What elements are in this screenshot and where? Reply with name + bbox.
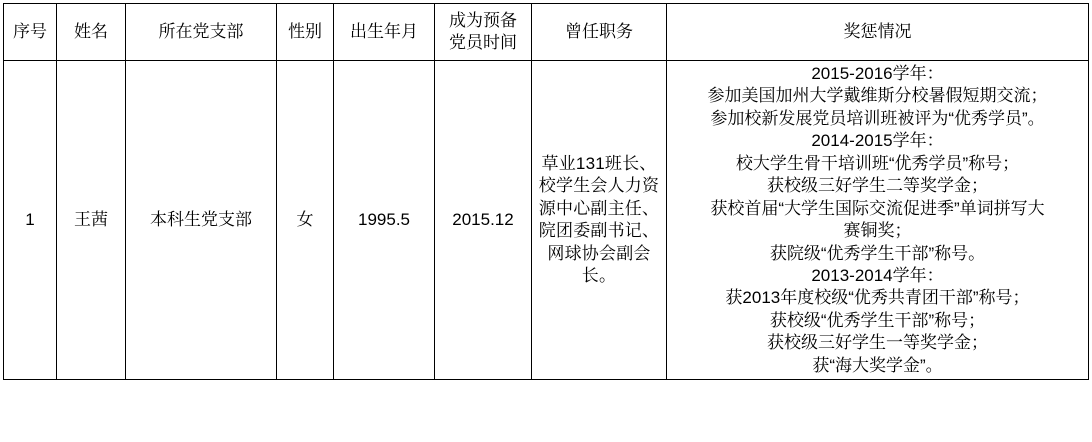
award-line: 赛铜奖； [843,221,912,241]
award-line: 获校级三好学生二等奖学金； [767,176,988,196]
column-header-former-positions: 曾任职务 [532,4,667,61]
awards-list [671,63,1084,377]
award-line: 获校级“优秀学生干部”称号； [769,310,986,330]
column-header-seq: 序号 [4,4,57,61]
award-line: 获校首届“大学生国际交流促进季”单词拼写大 [710,198,1045,218]
award-line: 2015-2016学年： [811,64,944,83]
probationary-date-line-2: 党员时间 [449,33,517,52]
header-row [4,4,1089,61]
cell-seq: 1 [4,61,57,380]
column-header-awards-penalties: 奖惩情况 [667,4,1089,61]
cell-branch: 本科生党支部 [126,61,277,380]
column-header-probationary-date [435,4,532,61]
table-row [4,61,1089,380]
cell-probationary-date: 2015.12 [435,61,532,380]
award-line: 校大学生骨干培训班“优秀学员”称号； [735,153,1020,173]
column-header-branch: 所在党支部 [126,4,277,61]
award-line: 2013-2014学年： [811,265,944,285]
column-header-birth-date: 出生年月 [334,4,435,61]
award-line: 2014-2015学年： [811,131,944,151]
probationary-date-line-1: 成为预备 [449,10,517,30]
award-line: 获2013年度校级“优秀共青团干部”称号； [725,288,1030,308]
table-body [4,61,1089,380]
cell-awards-penalties [667,61,1089,380]
column-header-gender: 性别 [277,4,334,61]
cell-gender: 女 [277,61,334,380]
award-line: 获校级三好学生一等奖学金； [767,333,988,353]
cell-former-positions: 草业131班长、校学生会人力资源中心副主任、院团委副书记、网球协会副会长。 [532,61,667,380]
award-line: 获院级“优秀学生干部”称号。 [769,243,986,263]
column-header-name: 姓名 [57,4,126,61]
award-line: 获“海大奖学金”。 [812,355,943,375]
table-header [4,4,1089,61]
award-line: 参加美国加州大学戴维斯分校暑假短期交流； [707,86,1048,106]
cell-name: 王茜 [57,61,126,380]
party-member-record-table [3,3,1089,380]
cell-birth-date: 1995.5 [334,61,435,380]
award-line: 参加校新发展党员培训班被评为“优秀学员”。 [710,108,1045,128]
